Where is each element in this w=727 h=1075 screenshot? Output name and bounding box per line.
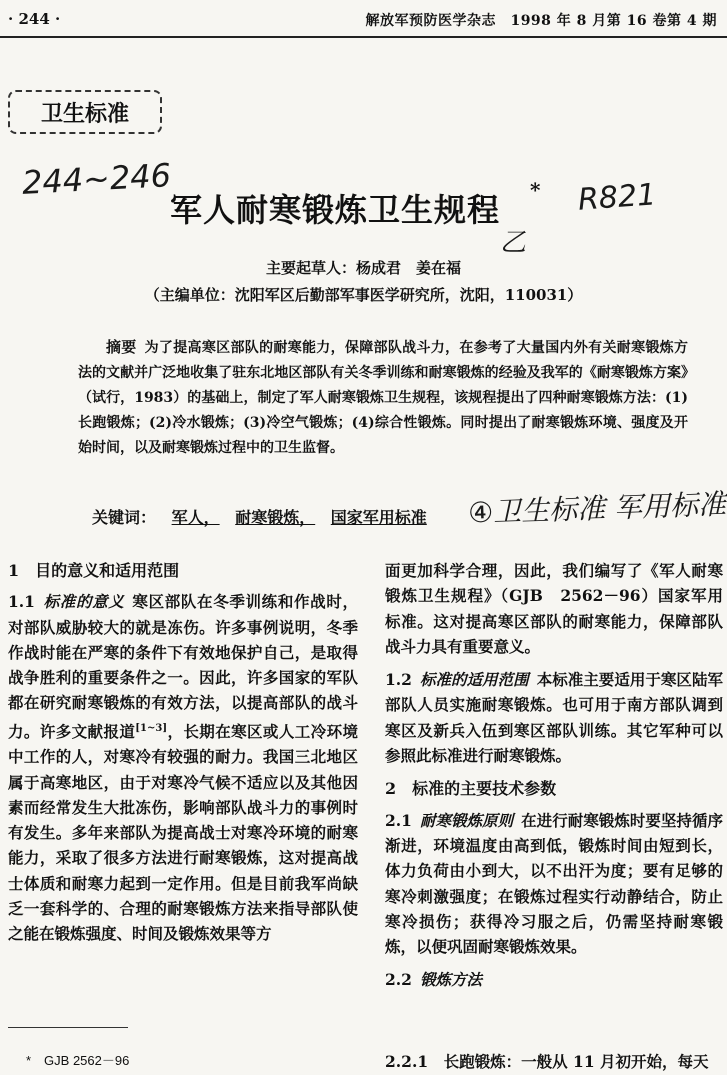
abstract-label: 摘要 [106,338,137,356]
subsection-2-2-title: 锻炼方法 [419,970,482,990]
keyword-1: 军人， [171,508,220,527]
journal-info: 解放军预防医学杂志 1998 年 8 月第 16 卷第 4 期 [365,13,717,29]
subsection-1-1-title: 标准的意义 [42,592,125,612]
subsection-1-2-number: 1.2 [385,670,412,690]
page-number: · 244 · [8,10,61,28]
subsection-2-1-title: 耐寒锻炼原则 [419,810,514,830]
handwritten-classification: ④卫生标准 军用标准 [467,487,727,530]
section-label-box [8,90,162,134]
keywords [92,505,427,528]
citation-1-3: [1~3] [135,722,168,734]
subsection-1-2-title: 标准的适用范围 [419,670,529,690]
handwritten-mark: 乙 [500,228,527,258]
header-rule [0,36,727,38]
abstract [78,335,688,461]
keywords-label: 关键词： [92,508,157,527]
title-footnote-mark: * [530,178,541,202]
paragraph-1-1 [8,589,358,946]
body-column-left [8,558,358,947]
running-header [0,0,727,40]
paragraph-1-1-text-a: 寒区部队在冬季训练和作战时，对部队威胁较大的就是冻伤。许多事例说明，冬季作战时能在严寒的条件下有效地保护自己，是取得战争胜利的重要条件之一。因此，许多国家的军队都在研究耐寒锻炼的有效方法，以提高部队的战斗力。许多文献报道 [8,592,358,741]
article-title: 军人耐寒锻炼卫生规程 [170,191,501,229]
subsection-2-1-number: 2.1 [385,810,412,830]
footnote-rule [8,1027,128,1028]
paragraph-1-2 [385,667,723,768]
section-2-heading: 2 标准的主要技术参数 [385,779,557,799]
subsection-2-2-heading [385,967,723,992]
paragraph-2-1-text: 在进行耐寒锻炼时要坚持循序渐进，环境温度由高到低，锻炼时间由短到长，体力负荷由小到大，以不出汗为度；要有足够的寒冷刺激强度；在锻炼过程实行动静结合，防止寒冷损伤；获得冷习服之后，仍需坚持耐寒锻炼，以便巩固耐寒锻炼效果。 [385,810,723,957]
section-label: 卫生标准 [40,100,129,127]
handwritten-class-code: R821 [576,177,658,218]
keyword-3: 国家军用标准 [330,508,427,527]
authors: 主要起草人：杨成君 姜在福 [265,259,461,277]
paragraph-1-2-text: 本标准主要适用于寒区陆军部队人员实施耐寒锻炼。也可用于南方部队调到寒区及新兵入伍到寒区部队训练。其它军种可以参照此标准进行耐寒锻炼。 [385,670,723,766]
paragraph-1-1-text-b: ，长期在寒区或人工冷环境中工作的人，对寒冷有较强的耐力。我国三北地区属于高寒地区，由于对寒冷气候不适应以及其他因素而经常发生大批冻伤，影响部队战斗力的事例时有发生。多年来部队为提高战士对寒冷环境的耐寒能力，采取了很多方法进行耐寒锻炼，这对提高战士体质和耐寒力起到一定作用。但是目前我军尚缺乏一套科学的、合理的耐寒锻炼方法来指导部队使之能在锻炼强度、时间及锻炼效果等方 [8,721,358,944]
paragraph-2-1 [385,808,723,960]
subsection-2-2-1-line: 2.2.1 长跑锻炼：一般从 11 月初开始，每天 [385,1052,709,1071]
subsection-2-2-number: 2.2 [385,970,412,990]
paragraph-1-1-continued: 面更加科学合理，因此，我们编写了《军人耐寒锻炼卫生规程》（GJB 2562－96）国家军用标准。这对提高寒区部队的耐寒能力，保障部队战斗力具有重要意义。 [385,561,723,656]
affiliation: （主编单位：沈阳军区后勤部军事医学研究所，沈阳，110031） [144,286,583,304]
section-1-heading: 1 目的意义和适用范围 [8,561,180,580]
keyword-2: 耐寒锻炼， [235,508,316,527]
body-column-right [385,558,723,993]
abstract-text: 为了提高寒区部队的耐寒能力，保障部队战斗力，在参考了大量国内外有关耐寒锻炼方法的文献并广泛地收集了驻东北地区部队有关冬季训练和耐寒锻炼的经验及我军的《耐寒锻炼方案》（试行，1983）的基础上，制定了军人耐寒锻炼卫生规程，该规程提出了四种耐寒锻炼方法：(1)长跑锻炼；(2)冷水锻炼；(3)冷空气锻炼；(4)综合性锻炼。同时提出了耐寒锻炼环境、强度及开始时间，以及耐寒锻炼过程中的卫生监督。 [78,340,688,456]
handwritten-page-range: 244~246 [21,156,172,202]
subsection-1-1-number: 1.1 [8,592,35,612]
footnote: * GJB 2562－96 [26,1053,130,1068]
